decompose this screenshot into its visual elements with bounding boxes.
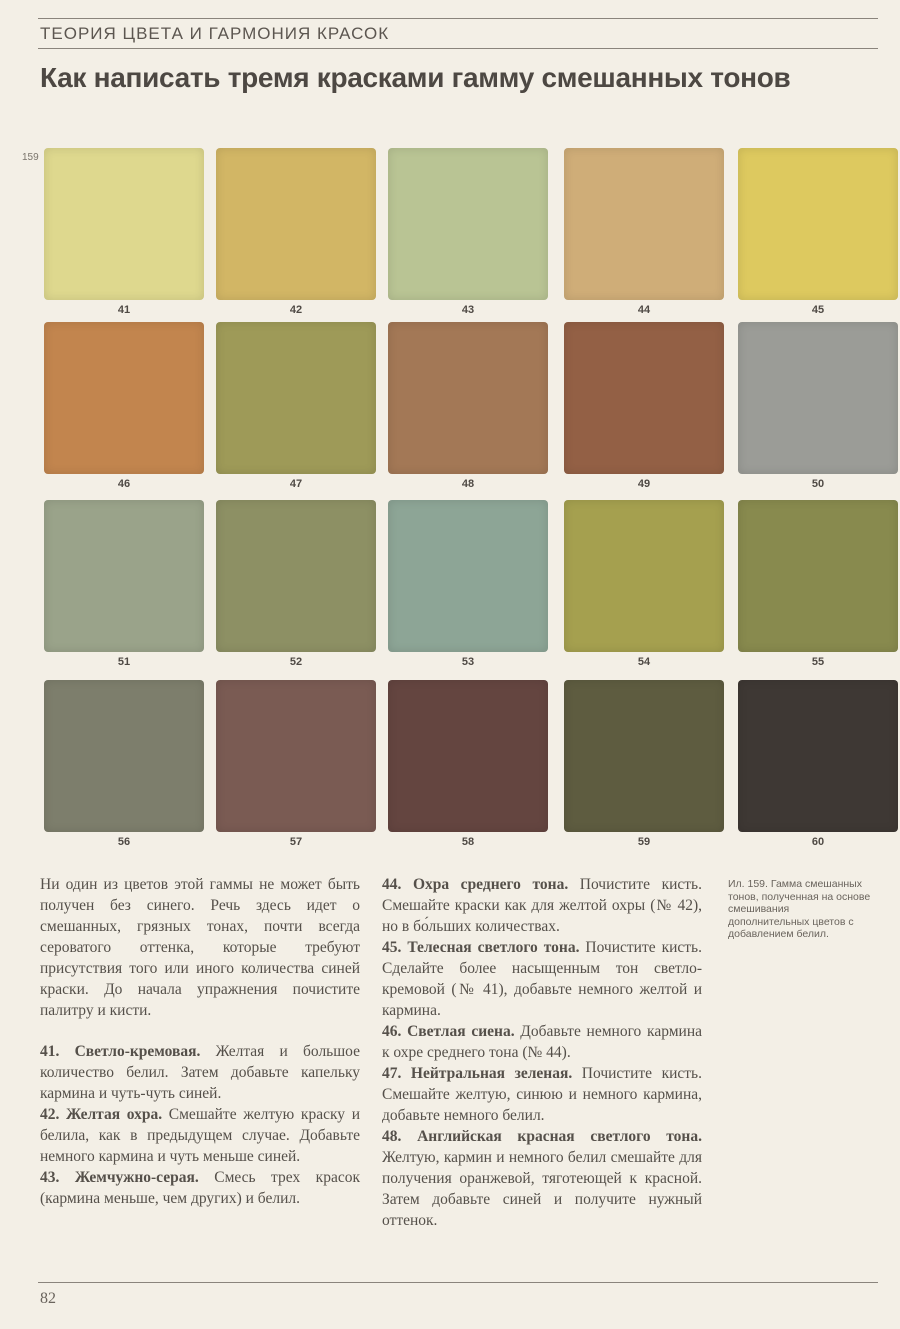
swatch-53 bbox=[388, 500, 548, 652]
running-head: ТЕОРИЯ ЦВЕТА И ГАРМОНИЯ КРАСОК bbox=[40, 24, 390, 43]
swatch-label-59: 59 bbox=[637, 836, 651, 848]
color-item-47: 47. Нейтральная зеленая. Почистите кисть. Смешайте желтую, синюю и немного кармина, добавьте немного белил. bbox=[382, 1065, 702, 1124]
swatch-43 bbox=[388, 148, 548, 300]
swatch-49 bbox=[564, 322, 724, 474]
swatch-label-41: 41 bbox=[117, 304, 131, 316]
swatch-48 bbox=[388, 322, 548, 474]
page-title: Как написать тремя красками гамму смешанных тонов bbox=[40, 62, 791, 93]
swatch-label-47: 47 bbox=[289, 478, 303, 490]
swatch-label-43: 43 bbox=[461, 304, 475, 316]
color-item-41: 41. Светло-кремовая. Желтая и большое количество белил. Затем добавьте капельку кармина и чуть-чуть синей. bbox=[40, 1043, 360, 1102]
swatch-label-56: 56 bbox=[117, 836, 131, 848]
intro-paragraph: Ни один из цветов этой гаммы не может быть получен без синего. Речь здесь идет о смешанных, грязных тонах, почти всегда сероватого оттенка, которые требуют присутствия того или иного количества синей краски. До начала упражнения почистите палитру и кисти. bbox=[40, 876, 360, 1019]
color-item-46: 46. Светлая сиена. Добавьте немного кармина к охре среднего тона (№ 44). bbox=[382, 1023, 703, 1061]
swatch-60 bbox=[738, 680, 898, 832]
figure-number: 159 bbox=[22, 152, 39, 163]
swatch-label-50: 50 bbox=[811, 478, 825, 490]
swatch-label-53: 53 bbox=[461, 656, 475, 668]
footer-rule bbox=[38, 1282, 878, 1283]
swatch-label-52: 52 bbox=[289, 656, 303, 668]
swatch-56 bbox=[44, 680, 204, 832]
text-column-left bbox=[40, 874, 360, 1209]
swatch-label-45: 45 bbox=[811, 304, 825, 316]
swatch-51 bbox=[44, 500, 204, 652]
color-item-44: 44. Охра среднего тона. Почистите кисть. Смешайте краски как для желтой охры (№ 42), но в бо́льших количествах. bbox=[382, 876, 702, 935]
swatch-label-57: 57 bbox=[289, 836, 303, 848]
swatch-52 bbox=[216, 500, 376, 652]
swatch-label-48: 48 bbox=[461, 478, 475, 490]
swatch-label-60: 60 bbox=[811, 836, 825, 848]
figure-caption: Ил. 159. Гамма смешанных тонов, полученная на основе смешивания дополнительных цветов с добавлением белил. bbox=[728, 878, 871, 940]
swatch-41 bbox=[44, 148, 204, 300]
swatch-label-51: 51 bbox=[117, 656, 131, 668]
swatch-47 bbox=[216, 322, 376, 474]
swatch-58 bbox=[388, 680, 548, 832]
swatch-55 bbox=[738, 500, 898, 652]
swatch-59 bbox=[564, 680, 724, 832]
swatch-label-58: 58 bbox=[461, 836, 475, 848]
swatch-label-44: 44 bbox=[637, 304, 651, 316]
swatch-label-49: 49 bbox=[637, 478, 651, 490]
color-item-48: 48. Английская красная светлого тона. Желтую, кармин и немного белил смешайте для получения оранжевой, тяготеющей к красной. Затем добавьте синей и получите нужный оттенок. bbox=[382, 1128, 702, 1229]
color-item-42: 42. Желтая охра. Смешайте желтую краску и белила, как в предыдущем случае. Добавьте немного кармина и чуть меньше синей. bbox=[40, 1106, 360, 1165]
swatch-50 bbox=[738, 322, 898, 474]
page-number: 82 bbox=[40, 1290, 56, 1307]
swatch-46 bbox=[44, 322, 204, 474]
swatch-44 bbox=[564, 148, 724, 300]
swatch-54 bbox=[564, 500, 724, 652]
color-item-43: 43. Жемчужно-серая. Смесь трех красок (кармина меньше, чем других) и белил. bbox=[40, 1169, 360, 1207]
swatch-45 bbox=[738, 148, 898, 300]
swatch-label-46: 46 bbox=[117, 478, 131, 490]
swatch-57 bbox=[216, 680, 376, 832]
color-item-45: 45. Телесная светлого тона. Почистите кисть. Сделайте более насыщенным тон светло-кремовой (№ 41), добавьте немного желтой и кармина. bbox=[382, 939, 702, 1019]
swatch-label-55: 55 bbox=[811, 656, 825, 668]
swatch-label-42: 42 bbox=[289, 304, 303, 316]
swatch-label-54: 54 bbox=[637, 656, 651, 668]
swatch-42 bbox=[216, 148, 376, 300]
text-column-right bbox=[382, 874, 702, 1231]
